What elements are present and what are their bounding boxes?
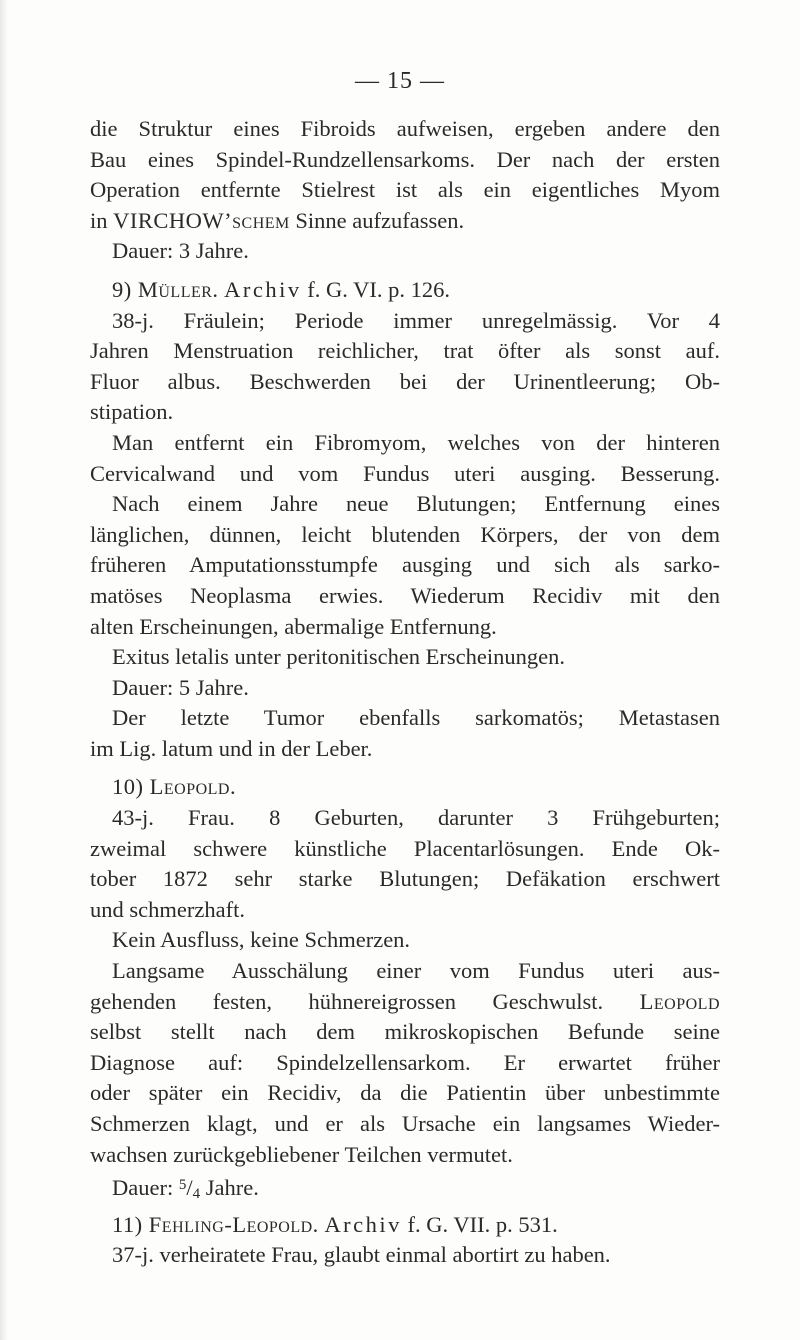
text-line: matöses Neoplasma erwies. Wiederum Recidiv mit den <box>90 582 720 608</box>
text-line: Jahren Menstruation reichlicher, trat öfter als sonst auf. <box>90 338 720 364</box>
text-line: tober 1872 sehr starke Blutungen; Defäkation erschwert <box>90 866 720 892</box>
text-line: Operation entfernte Stielrest ist als ein eigentliches Myom <box>90 177 720 203</box>
text-line: Der letzte Tumor ebenfalls sarkomatös; Metastasen <box>112 705 720 731</box>
text-line: länglichen, dünnen, leicht blutenden Körpers, der von dem <box>90 521 720 547</box>
text-line: gehenden festen, hühnereigrossen Geschwulst. Leopold <box>90 988 720 1014</box>
case-heading: 10) Leopold. <box>112 774 237 800</box>
text-line: 37-j. verheiratete Frau, glaubt einmal abortirt zu haben. <box>112 1242 611 1268</box>
page-number: — 15 — <box>355 68 445 94</box>
text-line: und schmerzhaft. <box>90 896 245 922</box>
text-line: Exitus letalis unter peritonitischen Erscheinungen. <box>112 644 566 670</box>
text-line: Nach einem Jahre neue Blutungen; Entfernung eines <box>112 491 720 517</box>
text-line: stipation. <box>90 399 174 425</box>
text-line: wachsen zurückgebliebener Teilchen vermutet. <box>90 1141 513 1167</box>
text-line: Diagnose auf: Spindelzellensarkom. Er erwartet früher <box>90 1049 720 1075</box>
text-line: Bau eines Spindel-Rundzellensarkoms. Der nach der ersten <box>90 146 720 172</box>
duration-line: Dauer: 3 Jahre. <box>112 238 249 264</box>
author-name-virchow: VIRCHOW’schem <box>113 207 290 233</box>
duration-line: Dauer: $^5$/4 Jahre. <box>112 1175 259 1203</box>
text-line: zweimal schwere künstliche Placentarlösungen. Ende Ok- <box>90 835 720 861</box>
text-line: Man entfernt ein Fibromyom, welches von der hinteren <box>112 429 720 455</box>
text-line: Kein Ausfluss, keine Schmerzen. <box>112 927 411 953</box>
text-line: im Lig. latum und in der Leber. <box>90 735 373 761</box>
case-heading: 9) Müller. Archiv f. G. VI. p. 126. <box>112 276 450 302</box>
text-line: Fluor albus. Beschwerden bei der Urinentleerung; Ob- <box>90 368 720 394</box>
text-line: 38-j. Fräulein; Periode immer unregelmässig. Vor 4 <box>112 307 720 333</box>
text-line: Cervicalwand und vom Fundus uteri ausging. Besserung. <box>90 460 720 486</box>
text-line: Schmerzen klagt, und er als Ursache ein langsames Wieder- <box>90 1111 720 1136</box>
page-edge-shadow <box>0 0 8 1340</box>
body-text <box>90 114 720 1271</box>
text-line: Langsame Ausschälung einer vom Fundus uteri aus- <box>112 958 720 984</box>
text-line: alten Erscheinungen, abermalige Entfernung. <box>90 613 497 639</box>
text-line: früheren Amputationsstumpfe ausging und sich als sarko- <box>90 552 720 578</box>
text-line: oder später ein Recidiv, da die Patientin über unbestimmte <box>90 1080 720 1106</box>
text-line: selbst stellt nach dem mikroskopischen Befunde seine <box>90 1019 720 1045</box>
case-heading: 11) Fehling-Leopold. Archiv f. G. VII. p. 531. <box>112 1211 558 1237</box>
text-line: in VIRCHOW’schem Sinne aufzufassen. <box>90 207 465 233</box>
author-name-leopold: Leopold <box>639 988 720 1014</box>
duration-line: Dauer: 5 Jahre. <box>112 674 249 700</box>
text-line: die Struktur eines Fibroids aufweisen, ergeben andere den <box>90 116 720 141</box>
text-line: 43-j. Frau. 8 Geburten, darunter 3 Frühgeburten; <box>112 805 720 831</box>
